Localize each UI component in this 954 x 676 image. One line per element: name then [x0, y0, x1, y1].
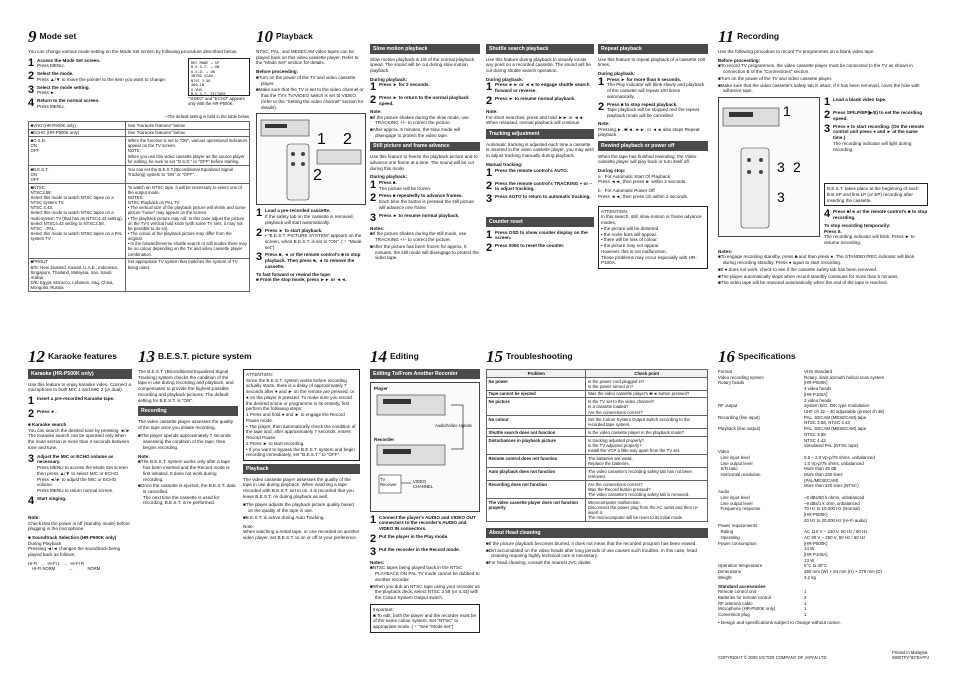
attention-box: ATTENTION: Since the B.E.S.T. system works before recording actually starts, there is a delay of approximately 7 seconds after ● and ► on the remote are pressed, or ● on the player is pressed. To make sure you record the desired scene or programme in its entirety, first perform the following steps: 1 Press and hold ● and ► to engage the Record Pause mode. • The player, then automatically check the condition of the tape and, after approximately 7 seconds, enters Record Pause. 2 Press ► to start recording. • If you want to bypass the B.E.S.T. system and begin recording immediately, set "B.E.S.T." to "OFF".: [243, 369, 360, 461]
cell-setting: ■ECHO (HR-P500K only): [29, 129, 126, 137]
section-header: [28, 28, 250, 45]
step: 1 Access the Mode Set screen. Press MENU.: [28, 56, 101, 69]
notes-heading: Notes:: [370, 559, 385, 565]
cell-description: Set appropriate TV system that matches the system of TV being used.: [126, 258, 250, 292]
recorder-label: Recorder: [374, 436, 395, 442]
osd-screen: REC MODE → SP B.E.S.T. → ON O.S.D. → ON INTRO SCAN NTSC 3.58 480 IN S-VHS B.E.S.T. PICTURE: [188, 58, 250, 96]
osd-illustration: [188, 58, 250, 112]
cell-description: You can set the B.E.S.T.(Biconditional Equalized Signal Tracking) system to "ON" or "OFF".: [126, 165, 250, 183]
spec-value: [HR-P500K] 14 W [HR-P100A] 13 W: [804, 540, 828, 563]
repeat-column: Repeat playback Use this feature to repeat playback of a cassette 100 times. During playback: 1 Press ► for more than 5 seconds. The Play indicator will blink slowly and playback of the cassette will repeat 100 times automatically. 2 Press ■ to stop repeat playback. Tape playback will be stopped and the repeat playback mode will be cancelled. Note: Pressing ►, ■/◄, ►►, or ◄◄ also stops Repeat playback. Rewind playback or power off When the tape has finished rewinding, the Video cassette player will play back or turn itself off. During stop: a · For Automatic Start Of Playback Press ◄◄, then press ► within 2 seconds. b · For Automatic Power Off Press ◄◄, then press ⏻/I within 2 seconds. ATTENTION: In this search, still, slow-motion or frame advance modes, • the picture will be distorted. • the noise bars will appear. • there will be loss of colour. • the picture may not appear. However, this is not malfunction. These problems may occur especially with HR-P100A.: [598, 44, 708, 269]
vcr-remote-icon: [719, 98, 819, 236]
spec-key: Format: [718, 369, 732, 374]
print-code: 0800TFY*ID*EH*PJ: [892, 655, 930, 661]
spec-value: 360 mm (W) × 94 mm (H) × 279 mm (D): [804, 569, 883, 575]
editing-bar: Editing To/From Another Recorder: [370, 369, 480, 379]
spec-row: [718, 472, 928, 489]
still-note: Notes:: [370, 225, 385, 231]
spec-value: More than 230 lines (PAL/MESECAM) More than 220 lines (NTSC): [804, 471, 859, 489]
printed-info: [892, 650, 934, 661]
spec-key: Line input level: [718, 454, 750, 460]
steps-list: [28, 58, 184, 112]
accessories-heading: Standard accessories: [718, 583, 766, 589]
intro-text: Use the following procedure to record TV programmes on a blank video tape.: [718, 49, 875, 54]
table-row: [29, 129, 250, 137]
spec-value: 3.2 kg: [804, 574, 816, 580]
spec-key: Rating: [718, 529, 734, 535]
spec-value: AC 90 V – 260 V, 50 Hz / 60 Hz: [804, 534, 866, 540]
svg-text:2: 2: [313, 167, 322, 185]
recording-bar: Recording: [138, 406, 238, 416]
spec-key: Line output level: [718, 500, 753, 506]
spec-value: System B/G, D/K type modulation UHF ch 32 – 40 adjustable (preset ch 36): [804, 403, 885, 415]
soundtrack-text: During Playback Pressing ◄/◄ changes the soundtrack being played back as follows:: [28, 540, 121, 558]
soundtrack-flow-2: HI-FI NORM ← NORM: [32, 566, 101, 572]
section-number: 11: [718, 27, 735, 46]
spec-row: [718, 415, 928, 426]
playback-note: Note: When watching a rental tape, or one recorded on another video player, set B.E.S.T. to on or off to your preference.: [243, 523, 360, 541]
cell-check: Is the video cassette player in the playback mode?: [586, 429, 708, 437]
cell-check: Set the Colour System Output switch according to the recorded tape system.: [586, 416, 708, 429]
section-specifications: [718, 348, 928, 626]
list-item: ■ After approx. 5 minutes, the slow mode will disengage to protect the video tape.: [370, 127, 480, 138]
spec-key: RF output: [718, 403, 738, 409]
spec-value: 1.0 Vp-p/75 ohms, unbalanced: [804, 460, 864, 466]
copyright: COPYRIGHT © 2000 VICTOR COMPANY OF JAPAN LTD.: [718, 655, 828, 660]
flow-item: HI-FI NORM: [32, 566, 56, 572]
spec-row: [718, 506, 928, 523]
spec-key: Power requirements: [718, 523, 758, 529]
spec-value: [HR-P500K] 4 video heads [HR-P100A] 2 video heads: [804, 380, 832, 403]
svg-text:1: 1: [783, 103, 791, 120]
before-heading: Before proceeding:: [256, 69, 299, 75]
spec-value: –8 dBs/1 k ohm, unbalanced: [804, 500, 860, 506]
table-row: [487, 481, 708, 499]
table-row: [487, 398, 708, 416]
step: 4 Return to the normal screen. Press MENU.: [28, 97, 100, 110]
section-title: Mode set: [39, 31, 77, 42]
list-item: ■ Make sure that the TV is set to the video channel or that the TV's TV/VIDEO switch is set to VIDEO (refer to the "Setting the video channel" section for details).: [256, 87, 366, 110]
cell-description: To watch an NTSC tape, it will be necessary to select one of the output mode. NOTES: NTSC Playback on PAL TV • The vertical size of the playback picture will shrink and some picture "noise" may appear on the screen. • The playback picture may roll. In this case adjust the picture on the TV's vertical hold knob (with some TV sets, it may not be possible to do so). • The colour of the playback picture may differ from the original. • In the forward/reverse shuttle search or still modes there may be no colour depending on the TV and video cassette player combination.: [126, 183, 250, 258]
step: 3 Select the mode setting. Press ►.: [28, 83, 90, 96]
list-item: ■ The B.E.S.T. system works only after a tape has been inserted and the Record mode is first initiated. It does not work during recording.: [138, 459, 238, 482]
slow-note: Note:: [370, 108, 382, 114]
rewind-b: b · For Automatic Power Off Press ◄◄, then press ⏻/I within 2 seconds.: [598, 188, 689, 199]
spec-note: • Design and specifications subject to change without notice.: [718, 619, 841, 625]
troubleshooting-table: [486, 369, 708, 522]
note-text: Check that the power is off (standby mode) before plugging in the microphone.: [28, 520, 130, 532]
accessory-name: Microphone (HR-P500K only): [718, 606, 776, 612]
spec-value: –8 dBs/50 k ohms, unbalanced: [804, 494, 865, 500]
shuttle-column: Shuttle search playback Use this feature during playback to visually locate any point on a recorded cassette. The sound will be cut during shuttle search operation. During playback: 1 Press ►► or ◄◄ to engage shuttle search forward or reverse. 2 Press ► to resume normal playback. Note: For short searches, press and hold ►► or ◄◄. When released, normal playback will continue. Tracking adjustment Automatic tracking is adjusted each time a cassette is inserted in the video cassette player, you may wish to adjust tracking manually during playback. Manual tracking: 1 Press the remote control's AUTO. 2 Press the remote control's TRACKING + or – to adjust tracking. 3 Press AUTO to return to automatic tracking. Counter reset 1 Press OSD to show counter display on the screen. 2 Press 0000 to reset the counter.: [486, 45, 595, 254]
section-number: 9: [28, 27, 37, 46]
table-row: [487, 429, 708, 437]
column-header: Check point: [586, 370, 708, 378]
spec-row: [718, 403, 928, 414]
intro-text: You can change various mode setting on the Mode Set screen by following procedure described below.: [28, 49, 238, 54]
section-mode-set: [28, 28, 250, 292]
cell-check: Is tracking adjusted properly? Is the TV adjusted properly? Install the VCP a little way apart from the TV set.: [586, 437, 708, 455]
spec-value: 0.5 – 2.0 Vp-p/75 ohms, unbalanced: [804, 454, 875, 460]
list-item: ■ If the picture playback becomes blurred, it does not mean that the recorded program has been erased.: [486, 541, 708, 547]
slow-text: Slow motion playback is 1/6 of the normal playback speed. The sound will be cut during slow motion playback.: [370, 56, 475, 73]
spec-key: S/N ratio: [718, 466, 738, 472]
list-item: ■ The player spends approximately 7 seconds assessing the condition of the tape, then begins recording.: [138, 433, 238, 450]
printed-in: Printed in Malaysia: [892, 650, 928, 655]
section-karaoke: 12 Karaoke features Karaoke (HR-P500K only) Use this feature to enjoy karaoke video. Connect a microphone to both MIC 1 and MIC 2 (or dual). 1 Insert a pre-recorded Karaoke tape. 2 Press ►. ■ Karaoke search You can search the desired tune by pressing ◄/►. The Karaoke search can be operated only when the mute section is more than 4 seconds between tune and tune. 3 Adjust the MIC or ECHO volume as necessary. Press MENU to access the Mode Set screen then press ▲/▼ to select MIC or ECHO. Press ◄/► to adjust the MIC or ECHO volume. Press MENU to return normal screen. 4 Start singing. Note: Check that the power is off (standby mode) before plugging in the microphone. ■ Soundtrack Selection (HR-P500K only) During Playback Pressing ◄/◄ changes the soundtrack being played back as follows: HI-FI → HI-FI L → HI-FI R HI-FI NORM ← NORM: [28, 347, 132, 572]
list-item: ■ Make sure that the video cassette's safety tab is intact. If it has been removed, cover the hole with adhesive tape.: [718, 83, 928, 94]
accessory-qty: 1: [804, 589, 807, 595]
flow-item: HI-FI L: [47, 560, 61, 566]
soundtrack-heading: ■ Soundtrack Selection (HR-P500K only): [28, 534, 117, 540]
section-number: 14: [370, 347, 387, 366]
soundtrack-flow: HI-FI → HI-FI L → HI-FI R: [28, 560, 84, 566]
accessory-name: Remote control unit: [718, 589, 757, 595]
cell-problem: No power: [487, 377, 586, 390]
spec-row: [718, 541, 928, 564]
list-item: ■ B.E.S.T. is active during Auto Tracking.: [243, 515, 360, 521]
cell-check: Is the TV set to the video channel? Is a cassette loaded? Are the connections correct?: [586, 398, 708, 416]
playback-text: The video cassette player assesses the quality of the tape in use during playback. When watching a tape recorded with B.E.S.T. set to on, it is recorded that you leave B.E.S.T. on during playback as well.: [243, 476, 354, 499]
spec-value: 70 Hz to 10,000 Hz (Normal) [HR-P500K] 20 Hz to 20,000 Hz (Hi-Fi audio): [804, 506, 867, 523]
spec-list: [718, 369, 928, 581]
best-box: B.E.S.T. takes place at the beginning of each first SP and first LP (or EP) recording after inserting the cassette.: [824, 183, 928, 206]
table-row: [29, 137, 250, 165]
accessories-list: [718, 589, 928, 618]
spec-key: Power consumption: [718, 540, 757, 546]
table-row: [29, 165, 250, 183]
intro-text: The B.E.S.T. (Biconditional Equalized Signal Tracking) system checks the condition of the tape in use during recording and playback, and compensates to provide the highest-possible recording and playback pictures. The default setting for B.E.S.T. is "ON".: [138, 369, 234, 403]
spec-value: 5°C to 40°C: [804, 563, 828, 569]
cell-problem: No colour: [487, 416, 586, 429]
notes-heading: Notes:: [718, 248, 733, 254]
table-row: [29, 121, 250, 129]
shuttle-note-text: For short searches, press and hold ►► or ◄◄. When released, normal playback will continue.: [486, 114, 585, 126]
shuttle-note: Note:: [486, 108, 498, 114]
section-title: Troubleshooting: [506, 351, 573, 362]
counter-heading: Counter reset: [486, 217, 594, 227]
pause-heading: To stop recording temporarily:: [824, 222, 891, 228]
spec-key: Video recording system: [718, 374, 764, 380]
accessory-qty: 1: [804, 600, 807, 606]
accessory-qty: 2: [804, 595, 807, 601]
mode-table: [28, 121, 250, 292]
tracking-heading: Tracking adjustment: [486, 129, 594, 139]
cell-problem: No picture: [487, 398, 586, 416]
spec-value: PAL, SECAM (MESECAM) tape NTSC 3.58, NTSC 4.43: [804, 414, 867, 426]
spec-value: VHS Standard: [804, 369, 833, 374]
cell-setting: ■NTSC NTSC3.58: Select this mode to watch NTSC tapes on a NTSC system TV. NTSC 4.43: Select this mode to watch NTSC tapes on a multi-system TV (that has an NTSC4.43 setting). Select NTSC4.43 setting to NTSC3.58. NTSC→PAL: Select this mode to watch NTSC tapes on a PAL system TV.: [29, 183, 126, 258]
list-item: ■ The video tape will be rewound automatically when the end of the tape is reached.: [718, 280, 928, 286]
tracking-manual: Manual tracking:: [486, 161, 523, 167]
still-during: During playback:: [370, 174, 408, 180]
cell-setting: ■O.S.D. ON OFF: [29, 137, 126, 165]
important-box: Important: ■ To edit, both the player and the recorder must be of the same colour system. Set "NTSC" to appropriate mode. (☞ "See "Mode set"): [370, 604, 480, 633]
intro-text: NTSC, PAL, and MESECAM video tapes can be played back on this video cassette player. Refer to the "Mode Set" section for details.: [256, 49, 359, 66]
section-title: Specifications: [738, 351, 796, 362]
svg-text:3: 3: [777, 159, 785, 176]
spec-key: Dimensions: [718, 569, 741, 575]
attention-box: ATTENTION: In this search, still, slow-motion or frame advance modes, • the picture will be distorted. • the noise bars will appear. • there will be loss of colour. • the picture may not appear. However, this is not malfunction. These problems may occur especially with HR-P100A.: [598, 206, 708, 269]
section-recording: 11 Recording Use the following procedure to record TV programmes on a blank video tape. Before proceeding: ■ To record TV programmes, the video cassette player must be connected to the TV as shown in connection B of the "Connections" section. ■ Turn on the power of the TV and video cassette player. ■ Make sure that the video cassette's safety tab is intact. If it has been removed, cover the hole with adhesive tape. 1 3 2 3 1 Load a blank video tape. 2 Press SP/LP/EP(▶/II) to set the recording speed. 3 Press ● to start recording. (On the remote control unit press ● and ► at the same time.) The recording indicator will light during recording. B.E.S.T. takes place at the beginning of each first SP and first LP (or EP) recording after inserting the cassette. 4 Press ■/◄ or the remote control's ■ to stop recording. To stop recording temporarily: Press II. The recording indicator will blink. Press ► to resume recording. Notes: ■ To engage recording standby, press ■ and then press ●. The STANDBY/REC indicator will blink during recording standby. Press ● again to start recording. ■ If ● does not work, check to see if the cassette safety tab has been removed. ■ The player automatically stops when record standby continues for more than 5 minutes. ■ The video tape will be rewound automatically when the end of the tape is reached.: [718, 28, 928, 287]
spec-row: [718, 426, 928, 449]
note-heading: Note:: [28, 514, 40, 520]
repeat-heading: Repeat playback: [598, 44, 708, 54]
list-item: ■ To engage recording standby, press ■ and then press ●. The STANDBY/REC indicator will blink during recording standby. Press ● again to start recording.: [718, 254, 928, 265]
section-number: 10: [256, 27, 273, 46]
spec-key: Frequency response: [718, 506, 761, 512]
cell-check: Was the video cassette player's ■/◄ button pressed?: [586, 390, 708, 398]
tv-label: TV Receiver: [380, 476, 397, 487]
cell-setting: ■VHC (HR-P500K only): [29, 121, 126, 129]
list-item: ■ The player adjusts the playback picture quality based on the quality of the tape in use.: [243, 502, 360, 513]
rewind-heading: Rewind playback or power off: [598, 141, 708, 151]
rewind-a: a · For Automatic Start Of Playback Press ◄◄, then press ► within 2 seconds.: [598, 173, 687, 185]
head-cleaning-bar: About Head cleaning: [486, 528, 708, 538]
section-number: 15: [486, 347, 503, 366]
shuttle-heading: Shuttle search playback: [486, 44, 594, 54]
pause-text: Press II.: [824, 228, 842, 234]
still-text: Use this feature to freeze the playback picture and to advance one frame at a time. The sound will be cut during this mode.: [370, 154, 478, 171]
table-row: [487, 416, 708, 429]
table-row: [487, 455, 708, 468]
accessory-name: Conversion plug: [718, 612, 750, 618]
slow-during: During playback:: [370, 76, 408, 82]
cell-problem: Auto playback does not function: [487, 468, 586, 481]
spec-key: Horizontal resolution: [718, 471, 761, 477]
section-number: 13: [138, 347, 155, 366]
column-header: Problem: [487, 370, 586, 378]
section-number: 16: [718, 347, 735, 366]
shuttle-text: Use this feature during playback to visually locate any point on a recorded cassette. The sound will be cut during shuttle search operation.: [486, 56, 591, 73]
vcr-remote-icon: [257, 114, 365, 204]
section-title: Recording: [737, 31, 780, 42]
repeat-during: During playback:: [598, 70, 636, 76]
cell-check: Are the connections correct? Was the Record button pressed? The video cassette's recording safety tab is removed.: [586, 481, 708, 499]
list-item: ■ The player automatically stops when record standby continues for more than 5 minutes.: [718, 274, 928, 280]
list-item: ■ Turn on the power of the TV and video cassette player.: [718, 76, 928, 82]
table-row: [29, 258, 250, 292]
section-title: Karaoke features: [48, 351, 117, 362]
cell-check: Microcomputer malfunction. Disconnect the power plug from the AC outlet and then re-insert it. The microcomputer will be reset to its initial mode.: [586, 499, 708, 522]
cell-problem: Tape cannot be ejected: [487, 390, 586, 398]
rewind-during: During stop:: [598, 168, 626, 174]
vcr-illustration: [256, 113, 366, 205]
spec-key: Recording (line input): [718, 414, 760, 420]
accessory-name: RF antenna cable: [718, 600, 753, 606]
pre-list: [256, 75, 366, 110]
intro-text: Use this feature to enjoy karaoke video. Connect a microphone to both MIC 1 and MIC 2 (or dual).: [28, 381, 131, 393]
list-item: ■ Turn on the power of the TV and video cassette player.: [256, 75, 366, 86]
spec-key: Video: [718, 449, 730, 455]
list-item: ■ Once the cassette is ejected, the B.E.S.T. data is cancelled. The next time the cassette is used for recording, B.E.S.T. is re-performed.: [138, 483, 238, 506]
slow-heading: Slow motion playback: [370, 44, 480, 54]
spec-key: Rotary heads: [718, 380, 745, 386]
list-item: ■ If the picture shakes during the still mode, use TRACKING +/– to correct the picture.: [370, 231, 480, 242]
list-item: ■ After the picture has been frozen for approx. 5 minutes, the still mode will disengage to protect the video tape.: [370, 244, 480, 261]
cell-check: The video cassette's recording safety tab has not been removed.: [586, 468, 708, 481]
karaoke-bar: Karaoke (HR-P500K only): [28, 369, 132, 379]
list-item: ■ NTSC tapes being played back in the NTSC PLAYBACK ON PAL TV mode cannot be dubbed to another recorder.: [370, 565, 480, 582]
note-heading: Note:: [138, 453, 150, 459]
spec-value: PAL, SECAM (MESECAM) tape NTSC 3.58 NTSC 4.43 Simulated PAL (NTSC tape): [804, 426, 867, 449]
shuttle-during: During playback:: [486, 76, 524, 82]
flow-item: HI-FI R: [70, 560, 84, 566]
svg-text:2: 2: [793, 159, 801, 176]
cell-problem: Shuttle search does not function: [487, 429, 586, 437]
step: 2 Select the mode. Press ▲/▼ to move the pointer to the item you want to change.: [28, 70, 167, 83]
spec-row: [718, 380, 928, 403]
recording-illustration: [718, 97, 820, 237]
karaoke-search-heading: ■ Karaoke search: [28, 421, 67, 427]
accessory-qty: 1: [804, 606, 807, 612]
section-playback: 10 Playback NTSC, PAL, and MESECAM video tapes can be played back on this video cassette player. Refer to the "Mode Set" section for details. Before proceeding: ■ Turn on the power of the TV and video cassette player. ■ Make sure that the TV is set to the video channel or that the TV's TV/VIDEO switch is set to VIDEO (refer to the "Setting the video channel" section for details). 1 2 2 1 Load a pre-recorded cassette. If the safety tab on the cassette is removed, playback will start automatically. 2 Press ► to start playback. • "B.E.S.T. PICTURE SYSTEM" appears on the screen, when B.E.S.T. is set to "ON". (☞ "Mode set") 3 Press ■, ◄ or the remote control's ■ to stop playback. Then press ■, ◄ to remove the cassette. To fast forward or rewind the tape: ■ From the stop mode, press ►► or ◄◄.: [256, 28, 366, 283]
svg-text:1: 1: [317, 131, 326, 149]
osd-note: "VIDEO" and "ECHO" appears only with the HR-P500K.: [188, 95, 245, 106]
player-label: Player: [374, 385, 388, 391]
repeat-text: Use this feature to repeat playback of a cassette 100 times.: [598, 56, 706, 68]
spec-key: Line output level: [718, 460, 753, 466]
list-item: ■ If ● does not work, check to see if the cassette safety tab has been removed.: [718, 267, 928, 273]
section-best: [138, 348, 360, 541]
signal-label: Audio/Video signals: [435, 422, 472, 428]
spec-key: Weight: [718, 574, 732, 580]
slow-still-column: Slow motion playback Slow motion playback is 1/6 of the normal playback speed. The sound will be cut during slow motion playback. During playback: 1 Press ► for 2 seconds. 2 Press ► to return to the normal playback speed. Note: ■ If the picture shakes during the slow mode, use TRACKING +/– to correct the picture. ■ After approx. 5 minutes, the slow mode will disengage to protect the video tape. Still picture and frame advance Use this feature to freeze the playback picture and to advance one frame at a time. The sound will be cut during this mode. During playback: 1 Press ■. The picture will be frozen. 2 Press ■ repeatedly to advance frames. Each time the button is pressed the still picture will advance one frame. 3 Press ► to resume normal playback. Notes: ■ If the picture shakes during the still mode, use TRACKING +/– to correct the picture. ■ After the picture has been frozen for approx. 5 minutes, the still mode will disengage to protect the video tape.: [370, 44, 480, 262]
repeat-note-text: Pressing ►, ■/◄, ►►, or ◄◄ also stops Repeat playback.: [598, 126, 700, 138]
recording-text: The video cassette player assesses the quality of the tape once you initiate recording.: [138, 418, 233, 430]
spec-key: Line input level: [718, 494, 750, 500]
table-row: [487, 437, 708, 455]
accessory-row: [718, 612, 928, 618]
table-row: [487, 468, 708, 481]
fwd-heading: To fast forward or rewind the tape:: [256, 271, 332, 277]
section-editing: 14 Editing Editing To/From Another Recorder Player Audio/Video signals Recorder TV Receiver VIDEO CHANNEL 1 Connect the player's AUDIO and VIDEO OUT connectors to the recorder's AUDIO and VIDEO IN connectors. 2 Put the player in the Play mode. 3 Put the recorder in the Record mode. Notes: ■ NTSC tapes being played back in the NTSC PLAYBACK ON PAL TV mode cannot be dubbed to another recorder. ■ When you dub an NTSC tape using your recorder as the playback deck, select NTSC 3.58 (or 4.43) with the Colour System Output switch. Important: ■ To edit, both the player and the recorder must be of the same colour system. Set "NTSC" to appropriate mode. (☞ "See "Mode set"): [370, 348, 480, 633]
list-item: ■ If the picture shakes during the slow mode, use TRACKING +/– to correct the picture.: [370, 115, 480, 126]
list-item: ■ To record TV programmes, the video cassette player must be connected to the TV as shown in connection B of the "Connections" section.: [718, 63, 928, 74]
cell-description: See "Karaoke features" below.: [126, 121, 250, 129]
spec-value: AC 110 V – 240 V, 50 Hz / 60 Hz: [804, 529, 868, 535]
cell-description: When the function is set to "ON", various operational indicators appear on the TV screen. NOTE: When you use this video cassette player as the source player for editing, be sure to set "O.S.D." to "OFF" before starting.: [126, 137, 250, 165]
list-item: ■ When you dub an NTSC tape using your recorder as the playback deck, select NTSC 3.58 (or 4.43) with the Colour System Output switch.: [370, 584, 480, 601]
spec-value: Rotary, slant azimuth helical scan system: [804, 374, 885, 380]
section-title: Playback: [276, 31, 313, 42]
section-troubleshooting: [486, 348, 708, 567]
accessory-name: Batteries for remote control: [718, 595, 771, 601]
spec-row: [718, 575, 928, 581]
cell-setting: ■PROUT B/G: New Zealand, Kuwait, U.A.E., Indonesia, Singapore, Thailand, Malaysia, Iran, Saudi Arabia D/K: Egypt, Morocco, Lebanon, Iraq, China, Mongolia, Russia: [29, 258, 126, 292]
table-row: [487, 377, 708, 390]
flow-item: NORM: [87, 566, 101, 572]
section-number: 12: [28, 347, 45, 366]
cell-check: The batteries are weak. Replace the batteries.: [586, 455, 708, 468]
cell-problem: Disturbances in playback picture: [487, 437, 586, 455]
cell-setting: ■B.E.S.T. ON OFF: [29, 165, 126, 183]
cell-problem: The video cassette player does not function properly: [487, 499, 586, 522]
accessory-qty: 1: [804, 612, 807, 618]
karaoke-search-text: You can search the desired tune by pressing ◄/►. The Karaoke search can be operated only when the mute section is more than 4 seconds between tune and tune.: [28, 427, 132, 450]
list-item: ■ For head cleaning, consult the nearest JVC dealer.: [486, 560, 708, 566]
editing-connection-icon: [371, 383, 479, 511]
spec-key: Operating: [718, 534, 740, 540]
default-note: ~The default setting is bold in the table below.: [165, 113, 250, 119]
editing-diagram: [370, 382, 480, 512]
spec-value: More than 45 dB: [804, 466, 837, 472]
table-row: [487, 499, 708, 522]
spec-key: Operation temperature: [718, 563, 763, 569]
fwd-text: ■ From the stop mode, press ►► or ◄◄.: [256, 277, 347, 283]
repeat-note: Note:: [598, 120, 610, 126]
cell-description: See "Karaoke features" below.: [126, 129, 250, 137]
svg-text:3: 3: [777, 189, 785, 206]
rewind-text: When the tape has finished rewinding, the Video cassette player will play back or turn itself off.: [598, 153, 697, 165]
spec-key: Playback (line output): [718, 426, 761, 432]
pause-text-2: The recording indicator will blink. Press ► to resume recording.: [824, 234, 915, 246]
table-row: [487, 390, 708, 398]
table-row: [29, 183, 250, 258]
cell-check: Is the power cord plugged in? Is the power turned on?: [586, 377, 708, 390]
before-heading: Before proceeding:: [718, 57, 761, 63]
cell-problem: Remote control does not function: [487, 455, 586, 468]
section-title: Editing: [390, 351, 419, 362]
spec-key: Audio: [718, 489, 730, 495]
cell-problem: Recording does not function: [487, 481, 586, 499]
flow-item: HI-FI: [28, 560, 38, 566]
tracking-text: Automatic tracking is adjusted each time a cassette is inserted in the video cassette player, you may wish to adjust tracking manually during playback.: [486, 141, 595, 159]
playback-bar: Playback: [243, 464, 360, 474]
list-item: ■ Dirt accumulated on the video heads after long periods of use causes such troubles. In this case, head cleaning requiring highly technical care is necessary.: [486, 548, 708, 559]
svg-text:2: 2: [343, 131, 352, 149]
section-title: B.E.S.T. picture system: [158, 351, 252, 362]
still-heading: Still picture and frame advance: [370, 142, 480, 152]
video-channel-label: VIDEO CHANNEL: [413, 478, 434, 489]
